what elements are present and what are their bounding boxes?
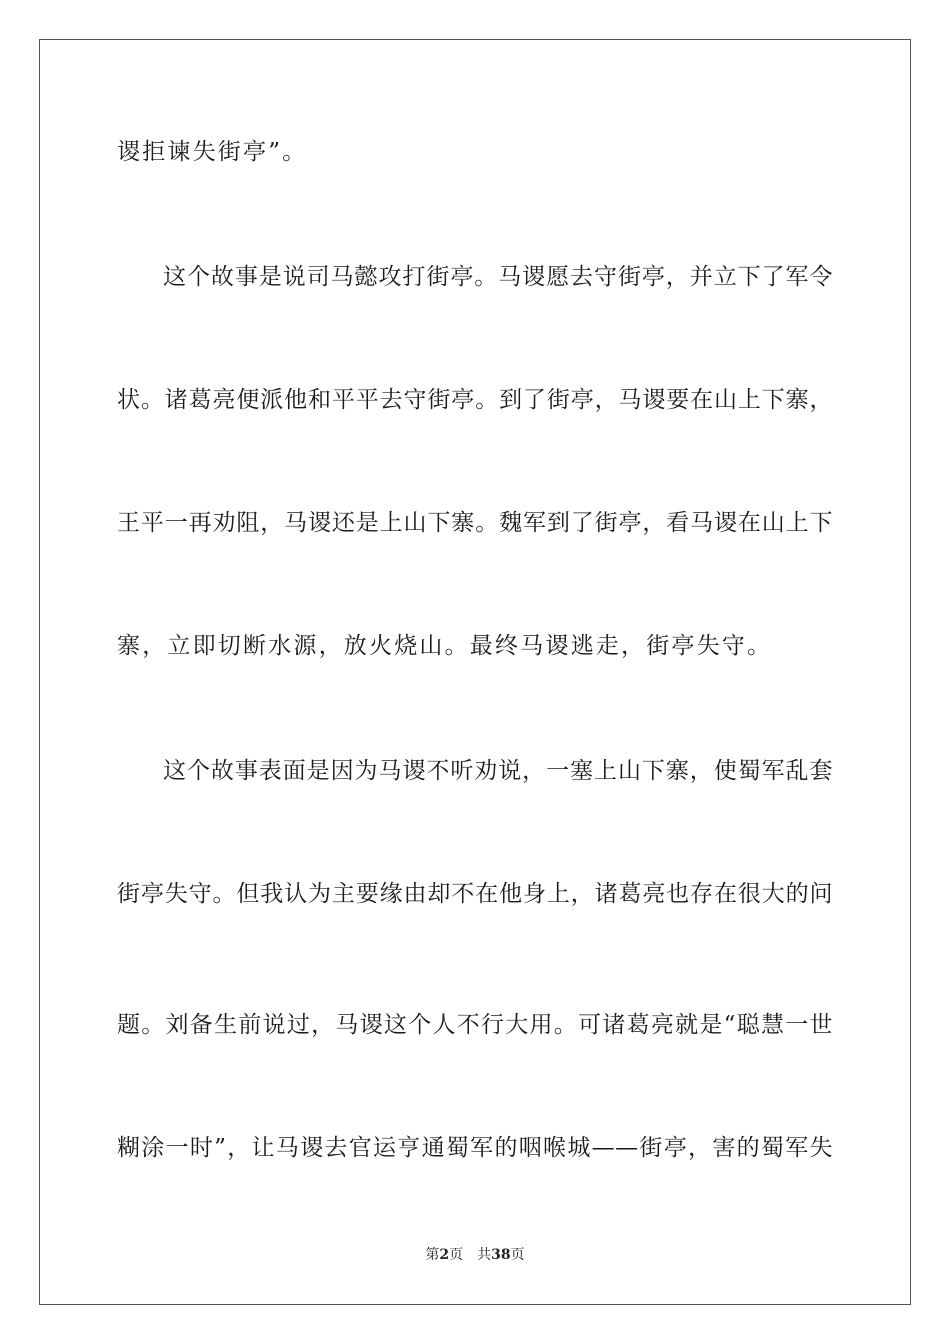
paragraph-start-line: 这个故事表面是因为马谡不听劝说，一塞上山下寨，使蜀军乱套	[163, 758, 833, 784]
text-line-7: 街亭失守。但我认为主要缘由却不在他身上，诸葛亮也存在很大的问	[117, 881, 833, 907]
text-line-4: 王平一再劝阻，马谡还是上山下寨。魏军到了街亭，看马谡在山上下	[117, 510, 833, 536]
text-line-8: 题。刘备生前说过，马谡这个人不行大用。可诸葛亮就是“聪慧一世	[117, 1012, 833, 1038]
page-border	[39, 39, 911, 1305]
text-line-5: 寨，立即切断水源，放火烧山。最终马谡逃走，街亭失守。	[117, 633, 773, 659]
total-pages: 38	[491, 1247, 511, 1263]
text-line-3: 状。诸葛亮便派他和平平去守街亭。到了街亭，马谡要在山上下寨，	[117, 387, 833, 413]
page-number: 2	[439, 1247, 450, 1263]
page-prefix: 第	[425, 1247, 440, 1263]
page-suffix: 页	[449, 1247, 464, 1263]
text-line-9: 糊涂一时”，让马谡去官运亨通蜀军的咽喉城——街亭，害的蜀军失	[117, 1135, 833, 1161]
total-suffix: 页	[510, 1247, 525, 1263]
text-line-1: 谡拒谏失街亭”。	[117, 139, 308, 165]
page-footer	[0, 1245, 950, 1265]
paragraph-start-line: 这个故事是说司马懿攻打街亭。马谡愿去守街亭，并立下了军令	[163, 264, 833, 290]
total-prefix: 共	[477, 1247, 492, 1263]
